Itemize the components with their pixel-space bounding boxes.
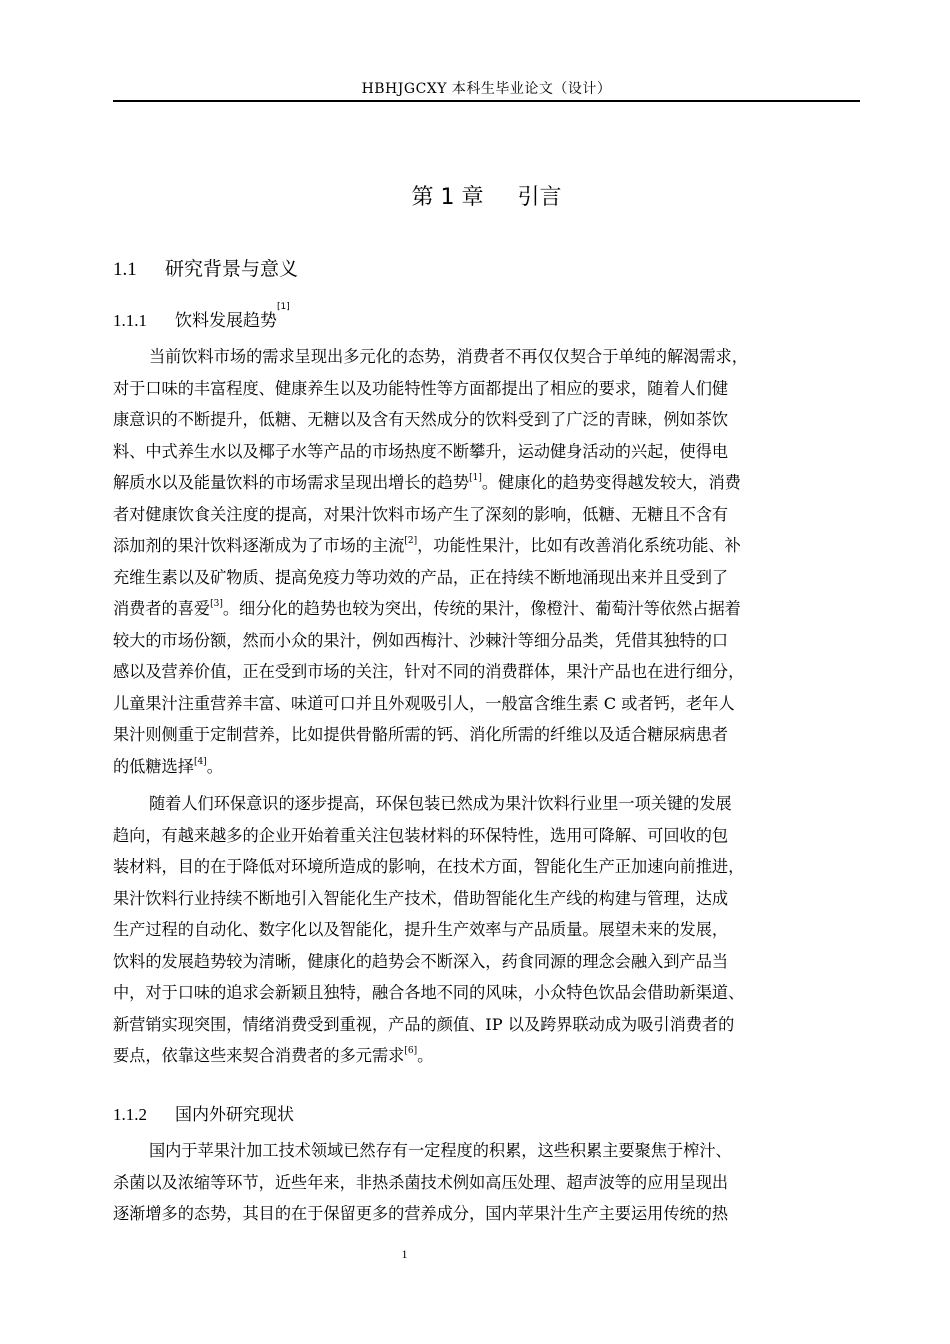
text-line: 逐渐增多的态势，其目的在于保留更多的营养成分，国内苹果汁生产主要运用传统的热 bbox=[113, 1204, 729, 1223]
text-run: 。 bbox=[417, 1046, 434, 1065]
chapter-title bbox=[113, 180, 860, 211]
text-run: 消费者的喜爱 bbox=[113, 599, 211, 618]
chapter-number: 第 1 章 bbox=[411, 185, 484, 210]
text-line: 随着人们环保意识的逐步提高，环保包装已然成为果汁饮料行业里一项关键的发展 bbox=[149, 794, 732, 813]
text-line: 装材料，目的在于降低对环境所造成的影响，在技术方面，智能化生产正加速向前推进， bbox=[113, 857, 745, 876]
section-title: 研究背景与意义 bbox=[165, 258, 299, 280]
citation: [1] bbox=[277, 302, 290, 312]
running-header: HBHJGCXY 本科生毕业论文（设计） bbox=[361, 81, 612, 97]
text-line: 充维生素以及矿物质、提高免疫力等功效的产品，正在持续不断地涌现出来并且受到了 bbox=[113, 567, 729, 587]
citation: [6] bbox=[404, 1046, 418, 1056]
text-line: 儿童果汁注重营养丰富、味道可口并且外观吸引人，一般富含维生素 C 或者钙，老年人 bbox=[113, 693, 735, 713]
text-line bbox=[113, 530, 860, 562]
text-run: 要点，依靠这些来契合消费者的多元需求 bbox=[113, 1046, 405, 1065]
paragraph-1 bbox=[113, 341, 860, 782]
section-heading bbox=[113, 254, 298, 281]
text-line: 料、中式养生水以及椰子水等产品的市场热度不断攀升，运动健身活动的兴起，使得电 bbox=[113, 441, 729, 461]
text-line: 果汁饮料行业持续不断地引入智能化生产技术，借助智能化生产线的构建与管理，达成 bbox=[113, 888, 729, 908]
section-number: 1.1 bbox=[113, 259, 137, 280]
text-line: 生产过程的自动化、数字化以及智能化，提升生产效率与产品质量。展望未来的发展， bbox=[113, 920, 729, 939]
text-line: 者对健康饮食关注度的提高，对果汁饮料市场产生了深刻的影响，低糖、无糖且不含有 bbox=[113, 504, 729, 524]
text-line: 当前饮料市场的需求呈现出多元化的态势，消费者不再仅仅契合于单纯的解渴需求， bbox=[149, 347, 748, 366]
citation: [1] bbox=[469, 473, 482, 483]
subsection-number: 1.1.1 bbox=[113, 311, 147, 330]
text-line: 康意识的不断提升，低糖、无糖以及含有天然成分的饮料受到了广泛的青睐，例如茶饮 bbox=[113, 410, 729, 429]
text-run: 。 bbox=[206, 756, 223, 776]
text-line bbox=[113, 467, 860, 499]
citation: [4] bbox=[193, 756, 207, 767]
text-run: 的低糖选择 bbox=[113, 756, 194, 776]
text-line: 国内于苹果汁加工技术领域已然存有一定程度的积累，这些积累主要聚焦于榨汁、 bbox=[149, 1141, 732, 1160]
paragraph-2 bbox=[113, 788, 860, 1072]
text-line bbox=[113, 593, 860, 625]
text-run: 。细分化的趋势也较为突出，传统的果汁，像橙汁、葡萄汁等依然占据着 bbox=[222, 599, 741, 618]
text-run: 。健康化的趋势变得越发较大，消费 bbox=[481, 473, 741, 492]
text-line bbox=[113, 1040, 860, 1072]
text-line: 饮料的发展趋势较为清晰，健康化的趋势会不断深入，药食同源的理念会融入到产品当 bbox=[113, 951, 729, 971]
text-line: 对于口味的丰富程度、健康养生以及功能特性等方面都提出了相应的要求，随着人们健 bbox=[113, 378, 729, 398]
citation: [3] bbox=[210, 599, 223, 609]
text-run: 添加剂的果汁饮料逐渐成为了市场的主流 bbox=[113, 536, 405, 555]
text-line bbox=[113, 751, 860, 783]
paragraph-3 bbox=[113, 1135, 860, 1230]
text-line: 果汁则侧重于定制营养，比如提供骨骼所需的钙、消化所需的纤维以及适合糖尿病患者 bbox=[113, 725, 729, 744]
text-line: 趋向，有越来越多的企业开始着重关注包装材料的环保特性，选用可降解、可回收的包 bbox=[113, 825, 729, 845]
subsection-number: 1.1.2 bbox=[113, 1105, 147, 1124]
text-run: 解质水以及能量饮料的市场需求呈现出增长的趋势 bbox=[113, 473, 470, 492]
page-number: 1 bbox=[401, 1247, 408, 1261]
chapter-name: 引言 bbox=[517, 185, 562, 210]
subsection-title: 饮料发展趋势 bbox=[175, 311, 277, 331]
subsection-heading-1 bbox=[113, 302, 290, 331]
header-rule bbox=[113, 100, 860, 102]
subsection-heading-2 bbox=[113, 1100, 294, 1125]
text-line: 杀菌以及浓缩等环节，近些年来，非热杀菌技术例如高压处理、超声波等的应用呈现出 bbox=[113, 1172, 729, 1192]
text-line: 感以及营养价值，正在受到市场的关注，针对不同的消费群体，果汁产品也在进行细分， bbox=[113, 662, 745, 681]
text-line: 中，对于口味的追求会新颖且独特，融合各地不同的风味，小众特色饮品会借助新渠道、 bbox=[113, 983, 745, 1002]
text-line: 新营销实现突围，情绪消费受到重视，产品的颜值、IP 以及跨界联动成为吸引消费者的 bbox=[113, 1014, 735, 1034]
text-line: 较大的市场份额，然而小众的果汁，例如西梅汁、沙棘汁等细分品类，凭借其独特的口 bbox=[113, 630, 729, 650]
subsection-title: 国内外研究现状 bbox=[175, 1105, 294, 1125]
citation: [2] bbox=[404, 536, 418, 546]
text-run: ，功能性果汁，比如有改善消化系统功能、补 bbox=[417, 536, 741, 555]
